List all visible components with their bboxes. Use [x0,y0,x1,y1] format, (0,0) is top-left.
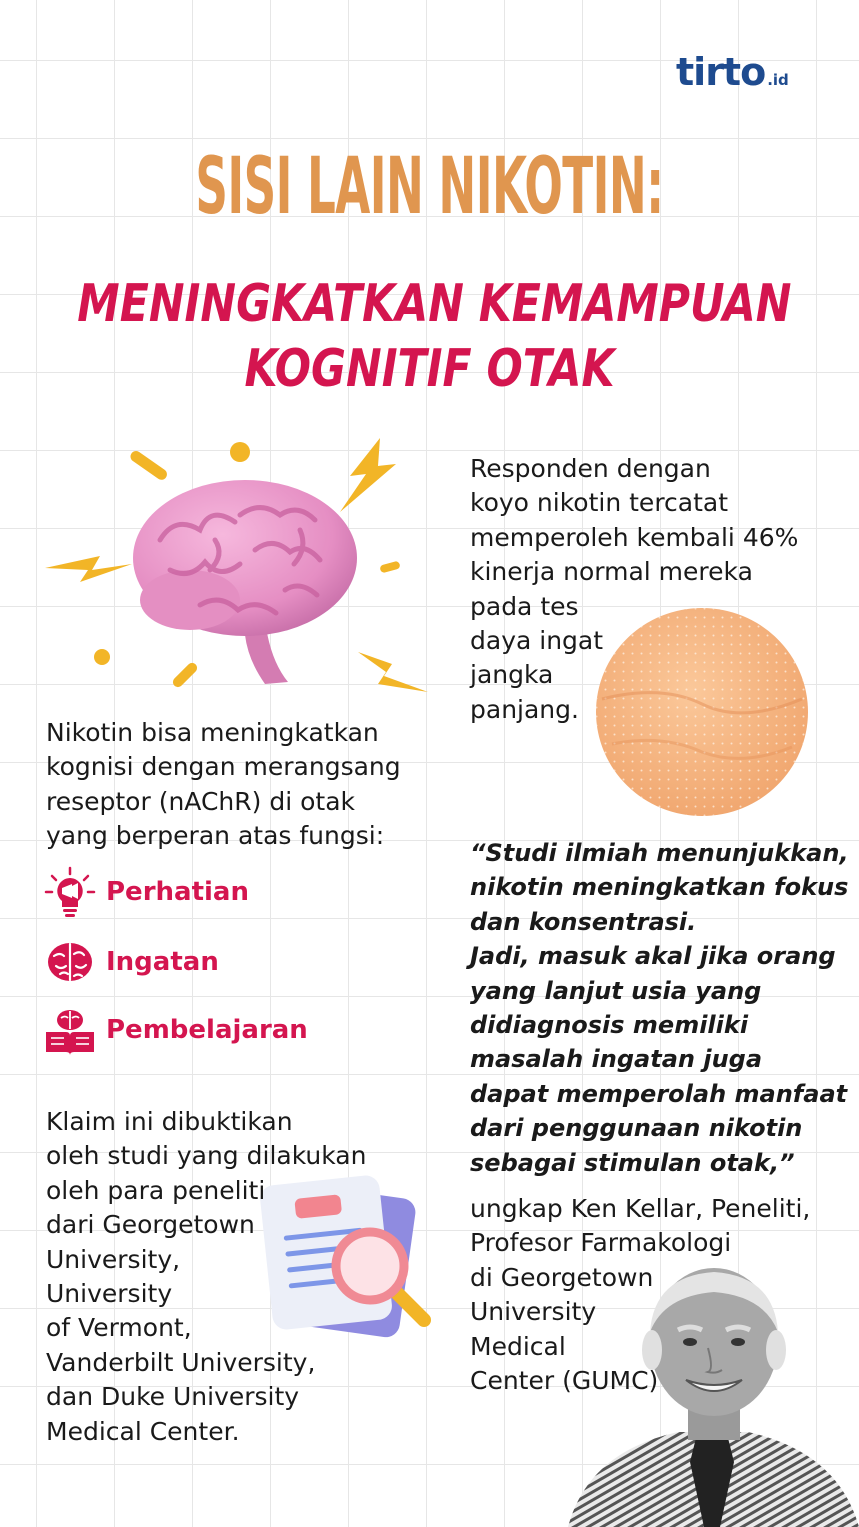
respondent-text [470,452,798,727]
function-item-pembelajaran [44,1004,308,1056]
quote-line: masalah ingatan juga [470,1045,763,1074]
respondent-line: panjang. [470,694,579,724]
claim-line: of Vermont, [46,1313,192,1343]
respondent-line: kinerja normal mereka [470,557,753,587]
respondent-line: pada tes [470,591,579,621]
claim-line: dari Georgetown [46,1210,255,1240]
function-item-perhatian [44,866,249,918]
book-brain-icon [44,1004,96,1056]
attribution-line: Medical [470,1331,566,1361]
page-title: SISI LAIN NIKOTIN: [195,142,664,232]
quote-line: dan konsentrasi. [470,907,697,936]
claim-text [46,1105,366,1449]
function-label: Ingatan [106,947,219,977]
claim-line: oleh para peneliti [46,1175,266,1205]
respondent-line: memperoleh kembali 46% [470,522,799,552]
attribution-line: ungkap Ken Kellar, Peneliti, [470,1194,811,1223]
claim-line: Klaim ini dibuktikan [46,1107,293,1136]
claim-line: University [46,1279,173,1309]
lightning-icon [340,438,396,512]
quote-line: sebagai stimulan otak,” [470,1148,795,1177]
respondent-line: daya ingat [470,626,604,656]
claim-line: University, [46,1244,181,1274]
intro-line: Nikotin bisa meningkatkan [46,718,379,747]
subtitle-line-1: MENINGKATKAN KEMAMPUAN [77,274,792,334]
attribution-line: di Georgetown [470,1262,654,1292]
quote-line: dapat memperolah manfaat [470,1079,848,1108]
function-item-ingatan [44,936,219,988]
intro-text [46,716,401,854]
subtitle-line-2: KOGNITIF OTAK [244,339,615,399]
function-label: Perhatian [106,877,249,907]
attribution-line: Center (GUMC) [470,1366,659,1396]
quote-line: “Studi ilmiah menunjukkan, [470,839,849,867]
attribution-line: Profesor Farmakologi [470,1228,732,1258]
logo-text: tirto [676,50,766,94]
lightning-icon [358,652,428,692]
claim-line: Medical Center. [46,1416,240,1446]
claim-line: dan Duke University [46,1382,300,1412]
intro-line: yang berperan atas fungsi: [46,821,385,851]
claim-line: Vanderbilt University, [46,1347,316,1377]
tirto-logo[interactable] [676,50,789,94]
respondent-line: jangka [470,660,554,690]
quote-line: yang lanjut usia yang [470,976,762,1005]
quote-line: nikotin meningkatkan fokus [470,873,849,902]
intro-line: reseptor (nAChR) di otak [46,786,355,816]
quote-line: Jadi, masuk akal jika orang [470,942,836,971]
attribution-line: University [470,1297,597,1327]
logo-suffix: .id [767,71,789,89]
claim-line: oleh studi yang dilakukan [46,1141,367,1171]
brain-icon [44,936,96,988]
lightning-icon [45,556,132,582]
page-subtitle [77,272,792,402]
function-label: Pembelajaran [106,1015,308,1045]
intro-line: kognisi dengan merangsang [46,752,401,782]
quote-line: dari penggunaan nikotin [470,1114,803,1143]
quote-line: didiagnosis memiliki [470,1011,749,1040]
respondent-line: Responden dengan [470,454,711,483]
respondent-line: koyo nikotin tercatat [470,488,729,518]
quote-text [470,836,849,1180]
brain-illustration [40,430,440,700]
attribution-text [470,1192,810,1398]
lightbulb-megaphone-icon [44,866,96,918]
